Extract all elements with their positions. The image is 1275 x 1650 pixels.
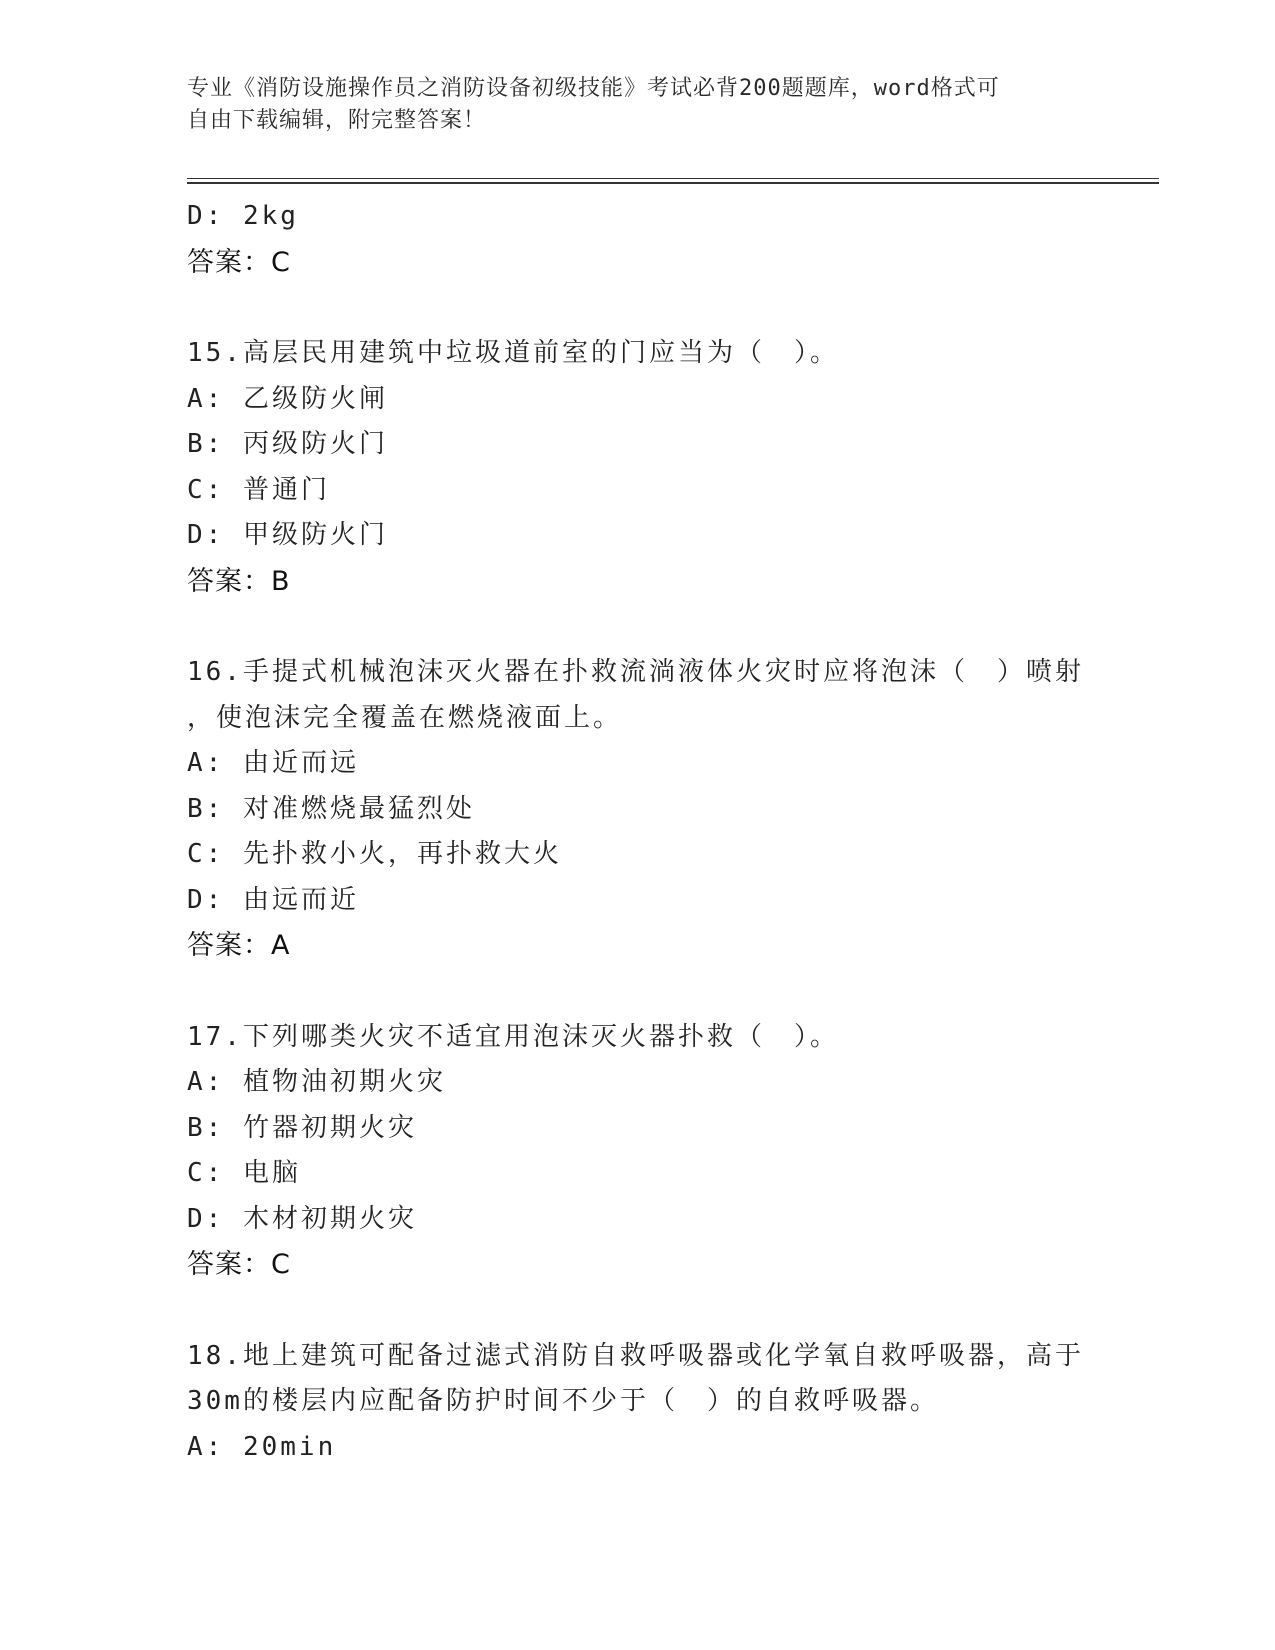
option-a: A: 由近而远 [187,748,359,778]
question-17 [187,1015,1087,1288]
option-d: D: 甲级防火门 [187,520,388,550]
spacer [187,604,1087,650]
option-c: C: 普通门 [187,474,330,505]
option-a: A: 20min [187,1431,337,1462]
spacer [187,969,1087,1015]
option-b: B: 对准燃烧最猛烈处 [187,793,475,824]
question-text-line-2: 30m的楼层内应配备防护时间不少于（ ）的自救呼吸器。 [187,1386,939,1416]
header-title-line-1: 专业《消防设施操作员之消防设备初级技能》考试必背200题题库，word格式可 [187,76,1000,101]
question-text-line-1: 16.手提式机械泡沫灭火器在扑救流淌液体火灾时应将泡沫（ ）喷射 [187,657,1084,687]
option-b: B: 丙级防火门 [187,429,388,459]
answer-line: 答案：B [187,565,291,597]
question-16 [187,650,1087,969]
question-text-line-1: 18.地上建筑可配备过滤式消防自救呼吸器或化学氧自救呼吸器，高于 [187,1340,1084,1371]
option-a: A: 植物油初期火灾 [187,1067,446,1097]
answer-line: 答案：A [187,930,291,961]
option-b: B: 竹器初期火灾 [187,1112,417,1143]
question-text: 15.高层民用建筑中垃圾道前室的门应当为（ ）。 [187,338,839,368]
option-d: D: 木材初期火灾 [187,1203,417,1234]
question-text: 17.下列哪类火灾不适宜用泡沫灭火器扑救（ ）。 [187,1021,839,1052]
spacer [187,1288,1087,1334]
question-list [187,194,1087,1470]
document-header [187,73,1067,137]
question-18 [187,1334,1087,1471]
option-d: D: 2kg [187,201,299,231]
option-a: A: 乙级防火闸 [187,383,388,414]
answer-line: 答案：C [187,1249,291,1280]
answer-line: 答案：C [187,246,291,278]
header-title-line-2: 自由下载编辑，附完整答案！ [187,108,487,133]
question-text-line-2: ，使泡沫完全覆盖在燃烧液面上。 [187,702,623,733]
option-c: C: 电脑 [187,1158,301,1188]
option-c: C: 先扑救小火，再扑救大火 [187,839,562,869]
header-divider [187,178,1159,184]
option-d: D: 由远而近 [187,884,359,915]
question-15 [187,331,1087,604]
spacer [187,285,1087,331]
